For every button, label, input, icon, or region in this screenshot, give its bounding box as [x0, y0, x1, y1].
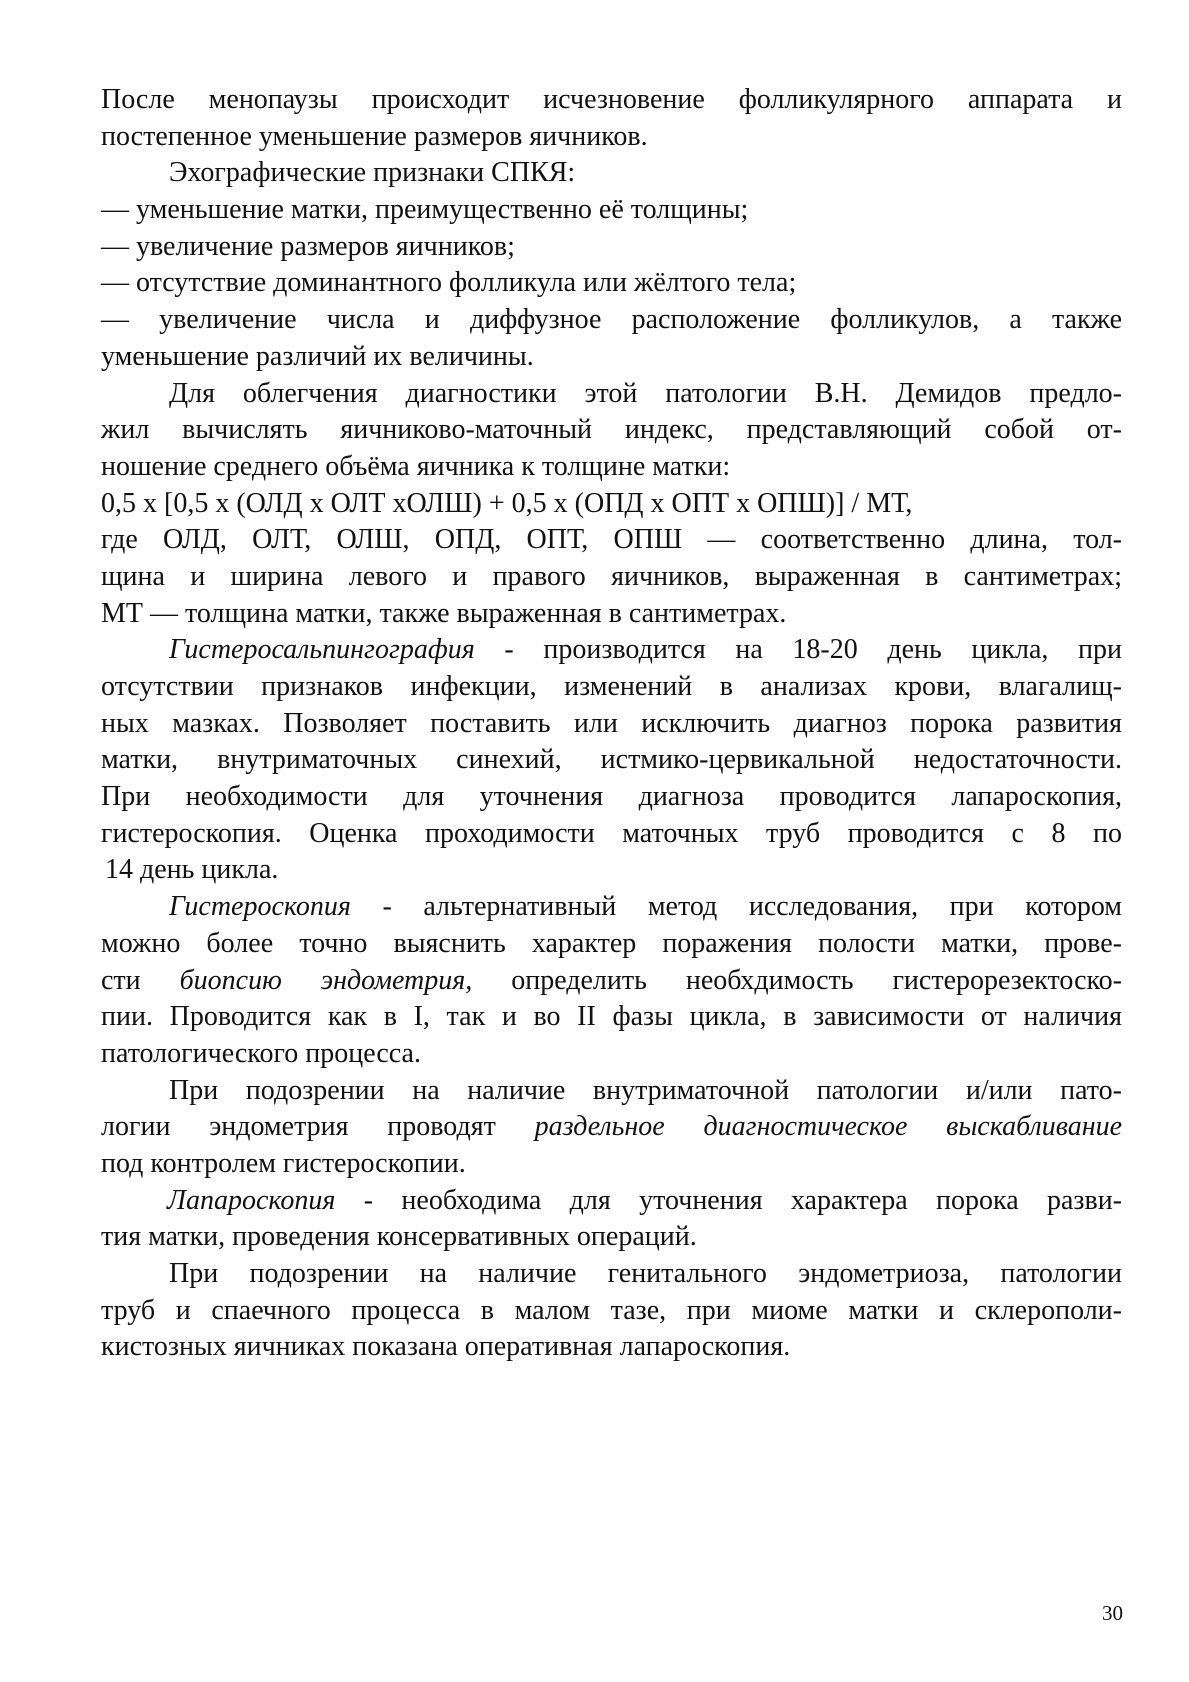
text-line [101, 1109, 1122, 1146]
text-fragment: - необходима для уточнения характера порока разви- [335, 1184, 1122, 1216]
text-line: труб и спаечного процесса в малом тазе, при миоме матки и склерополи- [101, 1294, 1122, 1326]
list-item: — уменьшение матки, преимущественно её толщины; [101, 194, 749, 226]
term-italic: Лапароскопия [167, 1184, 336, 1216]
text-line: жил вычислять яичниково-маточный индекс, представляющий собой от- [101, 414, 1122, 446]
term-italic: раздельное диагностическое выскабливание [534, 1111, 1123, 1143]
page-number: 30 [1102, 1601, 1123, 1625]
text-line: Для облегчения диагностики этой патологии В.Н. Демидов предло- [169, 377, 1122, 409]
text-fragment: определить необхдимость гистерорезектоско- [472, 964, 1122, 996]
text-line: постепенное уменьшение размеров яичников. [101, 120, 648, 152]
text-line: При подозрении на наличие внутриматочной патологии и/или пато- [169, 1074, 1122, 1106]
term-italic: биопсию эндометрия, [179, 964, 473, 996]
text-line: матки, внутриматочных синехий, истмико-цервикальной недостаточности. [101, 744, 1122, 776]
text-line: ношение среднего объёма яичника к толщине матки: [101, 450, 731, 482]
text-line: под контролем гистероскопии. [101, 1147, 466, 1179]
text-line [101, 1183, 1122, 1220]
text-line: МТ — толщина матки, также выраженная в сантиметрах. [101, 597, 787, 629]
text-line: отсутствии признаков инфекции, изменений в анализах крови, влагалищ- [101, 671, 1122, 702]
text-line: ных мазках. Позволяет поставить или исключить диагноз порока развития [101, 707, 1122, 739]
text-line [101, 632, 1122, 669]
list-item: — увеличение числа и диффузное расположение фолликулов, а также [101, 304, 1122, 336]
term-italic: Гистероскопия [169, 891, 351, 923]
text-line: гистероскопия. Оценка проходимости маточных труб проводится с 8 по [101, 817, 1122, 849]
list-item: — увеличение размеров яичников; [101, 230, 515, 262]
text-fragment: - альтернативный метод исследования, при котором [350, 891, 1122, 923]
list-item: — отсутствие доминантного фолликула или жёлтого тела; [101, 267, 797, 299]
text-line: патологического процесса. [101, 1037, 421, 1069]
text-line: щина и ширина левого и правого яичников, выраженная в сантиметрах; [101, 560, 1122, 592]
text-fragment: логии эндометрия проводят [101, 1111, 535, 1143]
text-line: После менопаузы происходит исчезновение фолликулярного аппарата и [101, 84, 1122, 115]
text-line: пии. Проводится как в I, так и во II фазы цикла, в зависимости от наличия [101, 1001, 1122, 1033]
text-line: можно более точно выяснить характер поражения полости матки, прове- [101, 927, 1122, 959]
page-body [101, 82, 1122, 1366]
text-line: тия матки, проведения консервативных операций. [101, 1221, 697, 1253]
text-line: где ОЛД, ОЛТ, ОЛШ, ОПД, ОПТ, ОПШ — соответственно длина, тол- [101, 524, 1122, 556]
section-heading: Эхографические признаки СПКЯ: [169, 157, 576, 189]
text-line [101, 963, 1122, 1000]
text-line: 14 день цикла. [105, 854, 279, 886]
text-line [101, 889, 1122, 926]
text-fragment: - производится на 18-20 день цикла, при [474, 634, 1122, 666]
text-line: кистозных яичниках показана оперативная лапароскопия. [101, 1331, 791, 1363]
text-line: При необходимости для уточнения диагноза проводится лапароскопия, [101, 781, 1122, 813]
term-italic: Гистеросальпингография [169, 634, 475, 666]
text-fragment: сти [101, 964, 180, 996]
text-line: уменьшение различий их величины. [101, 340, 534, 372]
text-line: При подозрении на наличие генитального эндометриоза, патологии [169, 1258, 1122, 1289]
formula: 0,5 х [0,5 х (ОЛД х ОЛТ хОЛШ) + 0,5 х (ОПД х ОПТ х ОПШ)] / МТ, [101, 487, 913, 519]
